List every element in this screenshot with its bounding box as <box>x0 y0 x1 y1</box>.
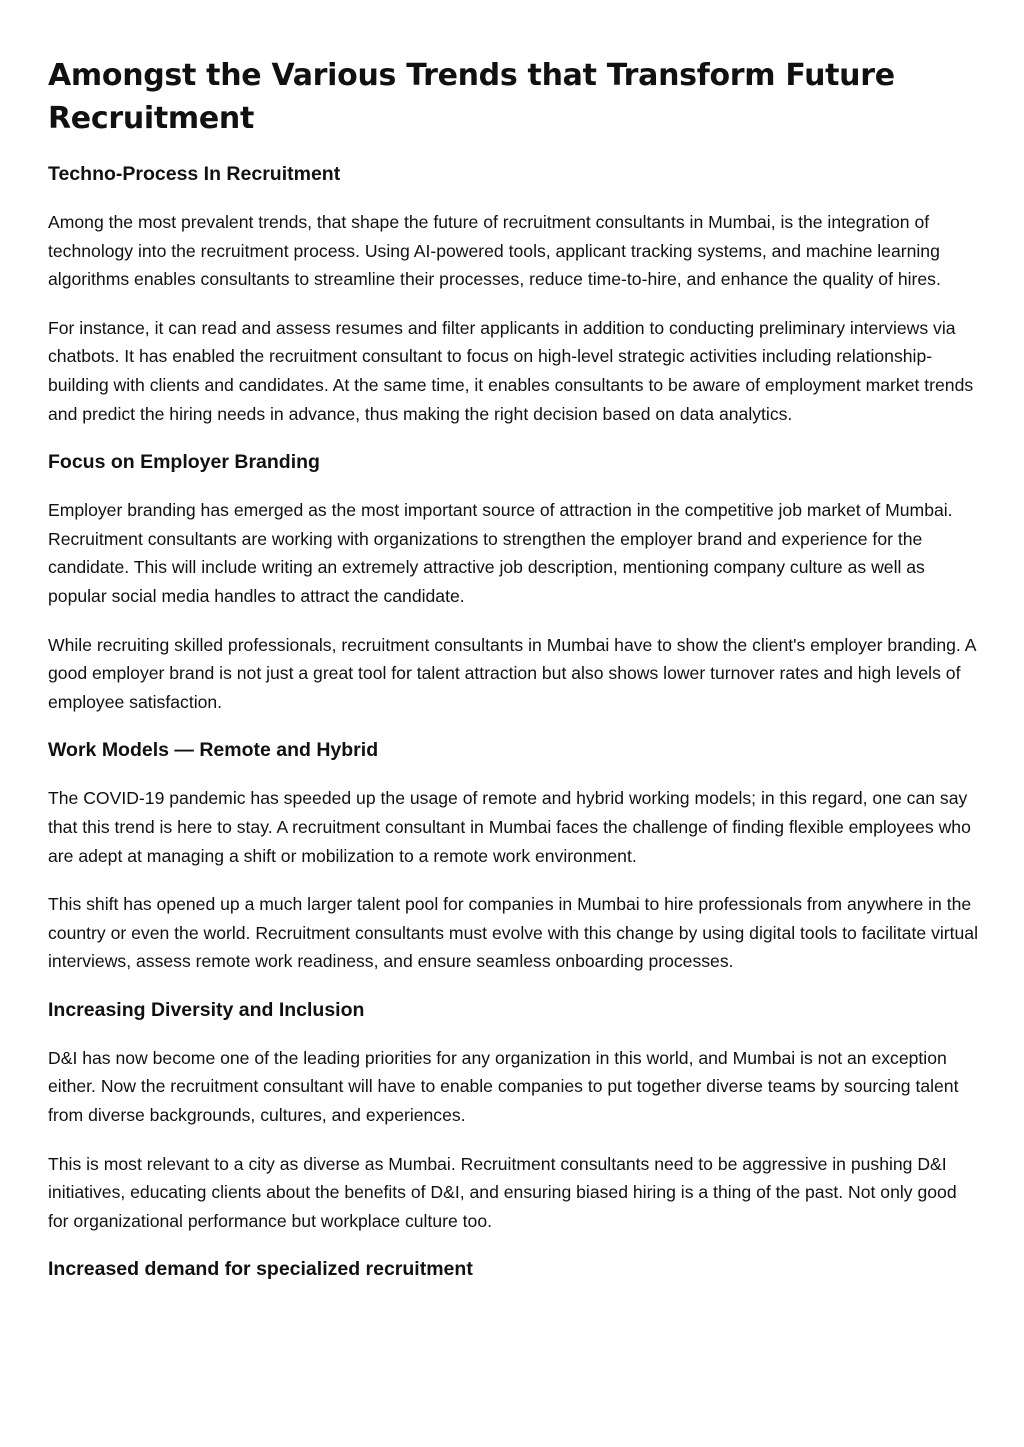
paragraph: Among the most prevalent trends, that shape the future of recruitment consultants in Mumbai, is the integration of technology into the recruitment process. Using AI-powered tools, applicant tracking systems, and machine learning algorithms enables consultants to streamline their processes, reduce time-to-hire, and enhance the quality of hires. <box>48 212 941 290</box>
paragraph: While recruiting skilled professionals, recruitment consultants in Mumbai have to show the client's employer branding. A good employer brand is not just a great tool for talent attraction but also shows lower turnover rates and high levels of employee satisfaction. <box>48 634 976 712</box>
section-heading: Techno-Process In Recruitment <box>48 163 341 185</box>
section-diversity-inclusion <box>48 996 978 1236</box>
paragraph: This is most relevant to a city as diverse as Mumbai. Recruitment consultants need to be aggressive in pushing D&I initiatives, educating clients about the benefits of D&I, and ensuring biased hiring is a thing of the past. Not only good for organizational performance but workplace culture too. <box>48 1153 957 1231</box>
paragraph: This shift has opened up a much larger talent pool for companies in Mumbai to hire professionals from anywhere in the country or even the world. Recruitment consultants must evolve with this change by using digital tools to facilitate virtual interviews, assess remote work readiness, and ensure seamless onboarding processes. <box>48 894 978 972</box>
section-heading: Work Models — Remote and Hybrid <box>48 739 379 762</box>
section-heading: Increasing Diversity and Inclusion <box>48 998 365 1021</box>
section-heading: Focus on Employer Branding <box>48 451 320 474</box>
article <box>48 54 978 1303</box>
section-specialized-recruitment <box>48 1255 978 1283</box>
paragraph: Employer branding has emerged as the most important source of attraction in the competitive job market of Mumbai. Recruitment consultants are working with organizations to strengthen the employer brand and experience for the candidate. This will include writing an extremely attractive job description, mentioning company culture as well as popular social media handles to attract the candidate. <box>48 500 953 606</box>
section-employer-branding <box>48 448 978 716</box>
section-work-models <box>48 736 978 976</box>
section-heading: Increased demand for specialized recruitment <box>48 1258 473 1281</box>
paragraph: D&I has now become one of the leading priorities for any organization in this world, and Mumbai is not an exception either. Now the recruitment consultant will have to enable companies to put together diverse teams by sourcing talent from diverse backgrounds, cultures, and experiences. <box>48 1047 959 1126</box>
paragraph: For instance, it can read and assess resumes and filter applicants in addition to conducting preliminary interviews via chatbots. It has enabled the recruitment consultant to focus on high-level strategic activities including relationship-building with clients and candidates. At the same time, it enables consultants to be aware of employment market trends and predict the hiring needs in advance, thus making the right decision based on data analytics. <box>48 317 974 424</box>
paragraph: The COVID-19 pandemic has speeded up the usage of remote and hybrid working models; in this regard, one can say that this trend is here to stay. A recruitment consultant in Mumbai faces the challenge of finding flexible employees who are adept at managing a shift or mobilization to a remote work environment. <box>48 788 971 866</box>
section-techno-process <box>48 160 978 428</box>
article-title: Amongst the Various Trends that Transform Future Recruitment <box>48 58 895 136</box>
